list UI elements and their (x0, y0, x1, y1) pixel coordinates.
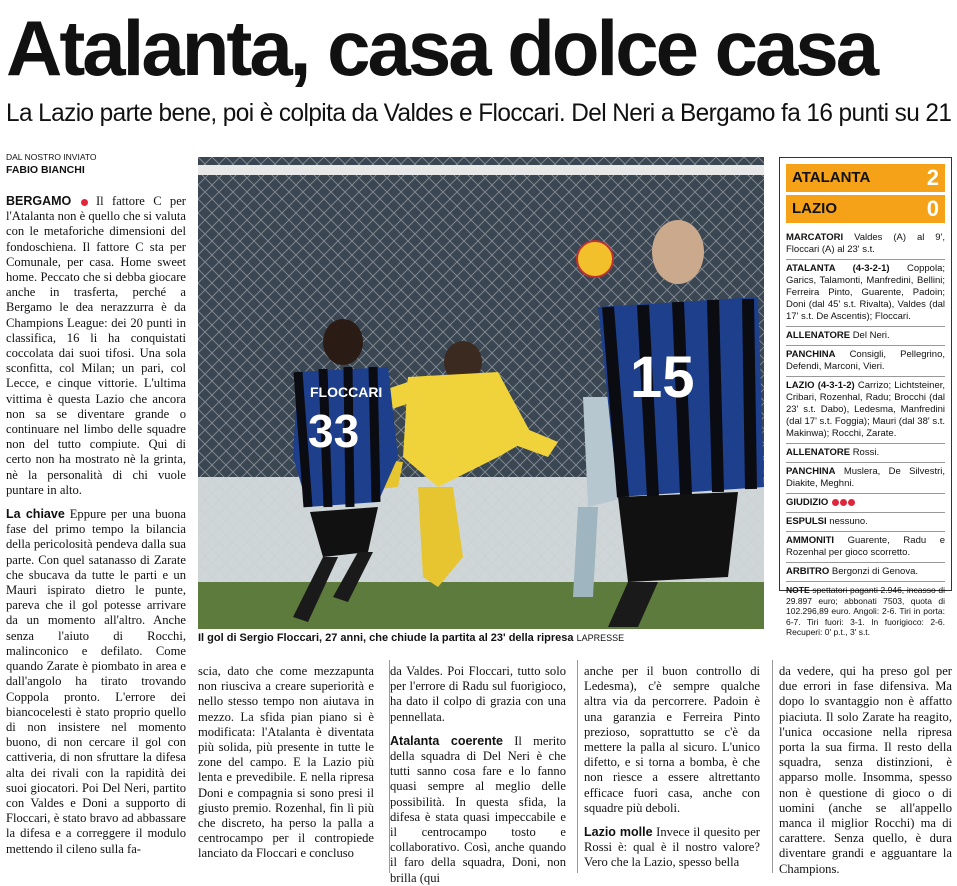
section-label: LAZIO (4-3-1-2) (786, 380, 855, 391)
article-column-5 (779, 664, 952, 877)
scoreboard-section (786, 377, 945, 444)
ball-icon (577, 241, 613, 277)
article-column-2 (198, 664, 374, 862)
photo-caption (198, 632, 764, 644)
team-score: 0 (926, 196, 939, 221)
byline-author: FABIO BIANCHI (6, 164, 85, 176)
match-photo (198, 157, 764, 629)
column-rule (772, 660, 773, 873)
section-label: NOTE (786, 585, 810, 595)
section-text: spettatori paganti 2.946, incasso di 29.897 euro; abbonati 7503, quota di 102.296,89 euro. Angoli: 2-6. Tiri in porta: 6-7. Tiri fuori: 3-1. In fuorigioco: 2-6. Recuperi: 0' p.t., 3' s.t. (786, 585, 945, 637)
paragraph: Il fattore C per l'Atalanta non è quello che si valuta con le metaforiche dimensioni del fondoschiena. Il fattore C sta per Comunale, per casa. Home sweet home. Peccato che si debba giocare anche in trasferta, perché a Bergamo le dea nerazzurra è da Champions League: dei 20 punti in classifica, 16 li ha conquistati coccolata dai suoi tifosi. Una sola sconfitta, col Milan; un pari, col Lecce, e cinque vittorie. L'ultima vittima è questa Lazio che ancora non sa se diventare grande o continuare nel limbo delle squadre non del tutto compiute. Qui di certo non ha mostrato nè la grinta, nè la personalità di chi vuole puntare in alto. (6, 194, 187, 497)
scoreboard-section (786, 260, 945, 327)
section-label: PANCHINA (786, 349, 836, 360)
rating-ball-icon (840, 499, 847, 506)
run-in-heading: La chiave (6, 507, 65, 522)
paragraph: scia, dato che come mezzapunta non riusciva a creare superiorità e nello stesso tempo non aiutava in mezzo. La sfida pian piano si è modificata: l'Atalanta è diventata più solida, più presente in tutte le zone del campo. E la Lazio più lenta e prevedibile. E nella ripresa Doni e compagnia si sono presi il giusto premio. Rozenhal, fin lì più che discreto, ha perso la palla a centrocampo per il contropiede lanciato da Floccari e concluso (198, 664, 374, 861)
rating (831, 497, 855, 508)
team-name: LAZIO (792, 200, 837, 217)
team-score: 2 (926, 165, 939, 190)
section-label: ARBITRO (786, 566, 830, 577)
photo-illustration (198, 157, 764, 629)
paragraph: Il merito della squadra di Del Neri è che tutti sanno cosa fare e lo fanno quasi sempre al meglio delle possibilità. In questa sfida, la difesa è stata quasi impeccabile e il centrocampo tosto e collaborativo. Così, anche quando il faro della squadra, Doni, non brilla (qui (390, 733, 566, 885)
scoreboard-section (786, 513, 945, 532)
match-scoreboard (779, 157, 952, 637)
scoreboard-section (786, 444, 945, 463)
paragraph: Eppure per una buona fase del primo tempo la bilancia della pericolosità pendeva dalla sua parte. Con quel satanasso di Zarate che sbucava da tutte le parti e un Mauri ispirato dietro le punte, pareva che il gol potesse arrivare da un momento all'altro. Anche senza l'aiuto di Rocchi, malinconico e defilato. Come quando Zarate è piombato in area e dall'angolo ha tirato trovando Coppola pronto. L'errore dei biancocelesti è stato proprio quello di non insistere nel momento buono, di non cercare il gol con cattiveria, di non sfruttare la difesa alta dei rivali con la rapidità dei suoi giocatori. Poi Del Neri, partito con Valdes e Doni a supporto di Floccari, è stato bravo ad abbassare la difesa e a correggere il modulo mettendo il cileno sulla fa- (6, 507, 186, 856)
subheadline: La Lazio parte bene, poi è colpita da Valdes e Floccari. Del Neri a Bergamo fa 16 punti su 21 (6, 99, 952, 127)
section-text: Rossi. (852, 447, 880, 458)
caption-text: Il gol di Sergio Floccari, 27 anni, che chiude la partita al 23' della ripresa (198, 632, 574, 644)
byline (6, 152, 186, 176)
article-column-1 (6, 194, 186, 857)
crossbar (198, 165, 764, 175)
jersey-name: FLOCCARI (310, 384, 383, 400)
section-label: AMMONITI (786, 535, 835, 546)
team-row-home (786, 164, 945, 192)
section-text: Valdes (A) al 9', Floccari (A) al 23' s.t. (786, 232, 945, 255)
scoreboard-section (786, 463, 945, 494)
headline: Atalanta, casa dolce casa (6, 4, 877, 92)
section-label: ALLENATORE (786, 330, 851, 341)
section-text: Del Neri. (852, 330, 890, 341)
section-text: Guarente, Radu e Rozenhal per gioco scorretto. (786, 535, 945, 558)
section-label: ALLENATORE (786, 447, 851, 458)
jersey-number: 15 (630, 345, 695, 410)
scoreboard-section (786, 327, 945, 346)
pitch (198, 582, 764, 629)
section-label: GIUDIZIO (786, 497, 829, 508)
section-text: Muslera, De Silvestri, Diakite, Meghni. (786, 466, 946, 489)
section-text: Coppola; Garics, Talamonti, Manfredini, Bellini; Ferreira Pinto, Guarente, Padoin; Doni (dal 45' s.t. Rivalta), Valdes (dal 17' s.t. De Ascentis); Floccari. (786, 263, 945, 322)
giudizio-section (786, 494, 945, 513)
run-in-heading: Lazio molle (584, 825, 653, 840)
rating-ball-icon (832, 499, 839, 506)
team-name: ATALANTA (792, 169, 871, 186)
section-label: MARCATORI (786, 232, 844, 243)
paragraph: da vedere, qui ha preso gol per due errori in fase difensiva. Ma dopo lo svantaggio non è affatto piaciuta. Il solo Zarate ha reagito, l'unica occasione nella ripresa porta la sua firma. Il resto della squadra, senza distinzioni, è apparso molle. Insomma, spesso non è questione di gioco o di uomini (anche se all'appello manca il miglior Rocchi) ma di carattere. Senza quello, è dura diventare grandi e agguantare la Champions. (779, 664, 952, 876)
section-label: ESPULSI (786, 516, 827, 527)
article-column-4 (584, 664, 760, 871)
section-text: Carrizo; Lichtsteiner, Cribari, Rozenhal, Radu; Brocchi (dal 23' s.t. Dabo), Ledesma, Manfredini (dal 17' s.t. Foggia); Mauri (dal 38' s.t. Makinwa); Rocchi, Zarate. (786, 380, 946, 439)
section-label: ATALANTA (4-3-2-1) (786, 263, 890, 274)
jersey-number: 33 (308, 405, 360, 457)
notes-section (786, 582, 945, 641)
paragraph: Invece il quesito per Rossi è: qual è il nostro valore? Vero che la Lazio, spesso bella (584, 825, 760, 870)
paragraph: anche per il buon controllo di Ledesma), c'è sempre qualche altra via da percorrere. Padoin è una garanzia e Ferreira Pinto prezioso, soprattutto se c'è da mettere la palla al sicuro. L'unico difetto, e si torna a bomba, è che non riesce a essere altrettanto efficace fuori casa, anche con squadre più deboli. (584, 664, 760, 815)
scoreboard-section (786, 563, 945, 582)
dateline: BERGAMO (6, 194, 72, 208)
column-rule (577, 660, 578, 873)
section-label: PANCHINA (786, 466, 836, 477)
rating-ball-icon (848, 499, 855, 506)
bullet-icon (81, 199, 88, 206)
scoreboard-section (786, 346, 945, 377)
run-in-heading: Atalanta coerente (390, 733, 503, 748)
team-row-away (786, 195, 945, 223)
scoreboard-section (786, 229, 945, 260)
section-text: Consigli, Pellegrino, Defendi, Marconi, Vieri. (786, 349, 945, 372)
scoreboard-section (786, 532, 945, 563)
paragraph: da Valdes. Poi Floccari, tutto solo per l'errore di Radu sul fuorigioco, ha dato il colpo di grazia con una pennellata. (390, 664, 566, 724)
article-column-3 (390, 664, 566, 886)
byline-kicker: DAL NOSTRO INVIATO (6, 152, 97, 162)
photo-credit: LAPRESSE (576, 633, 625, 643)
section-text: nessuno. (829, 516, 868, 527)
section-text: Bergonzi di Genova. (831, 566, 919, 577)
